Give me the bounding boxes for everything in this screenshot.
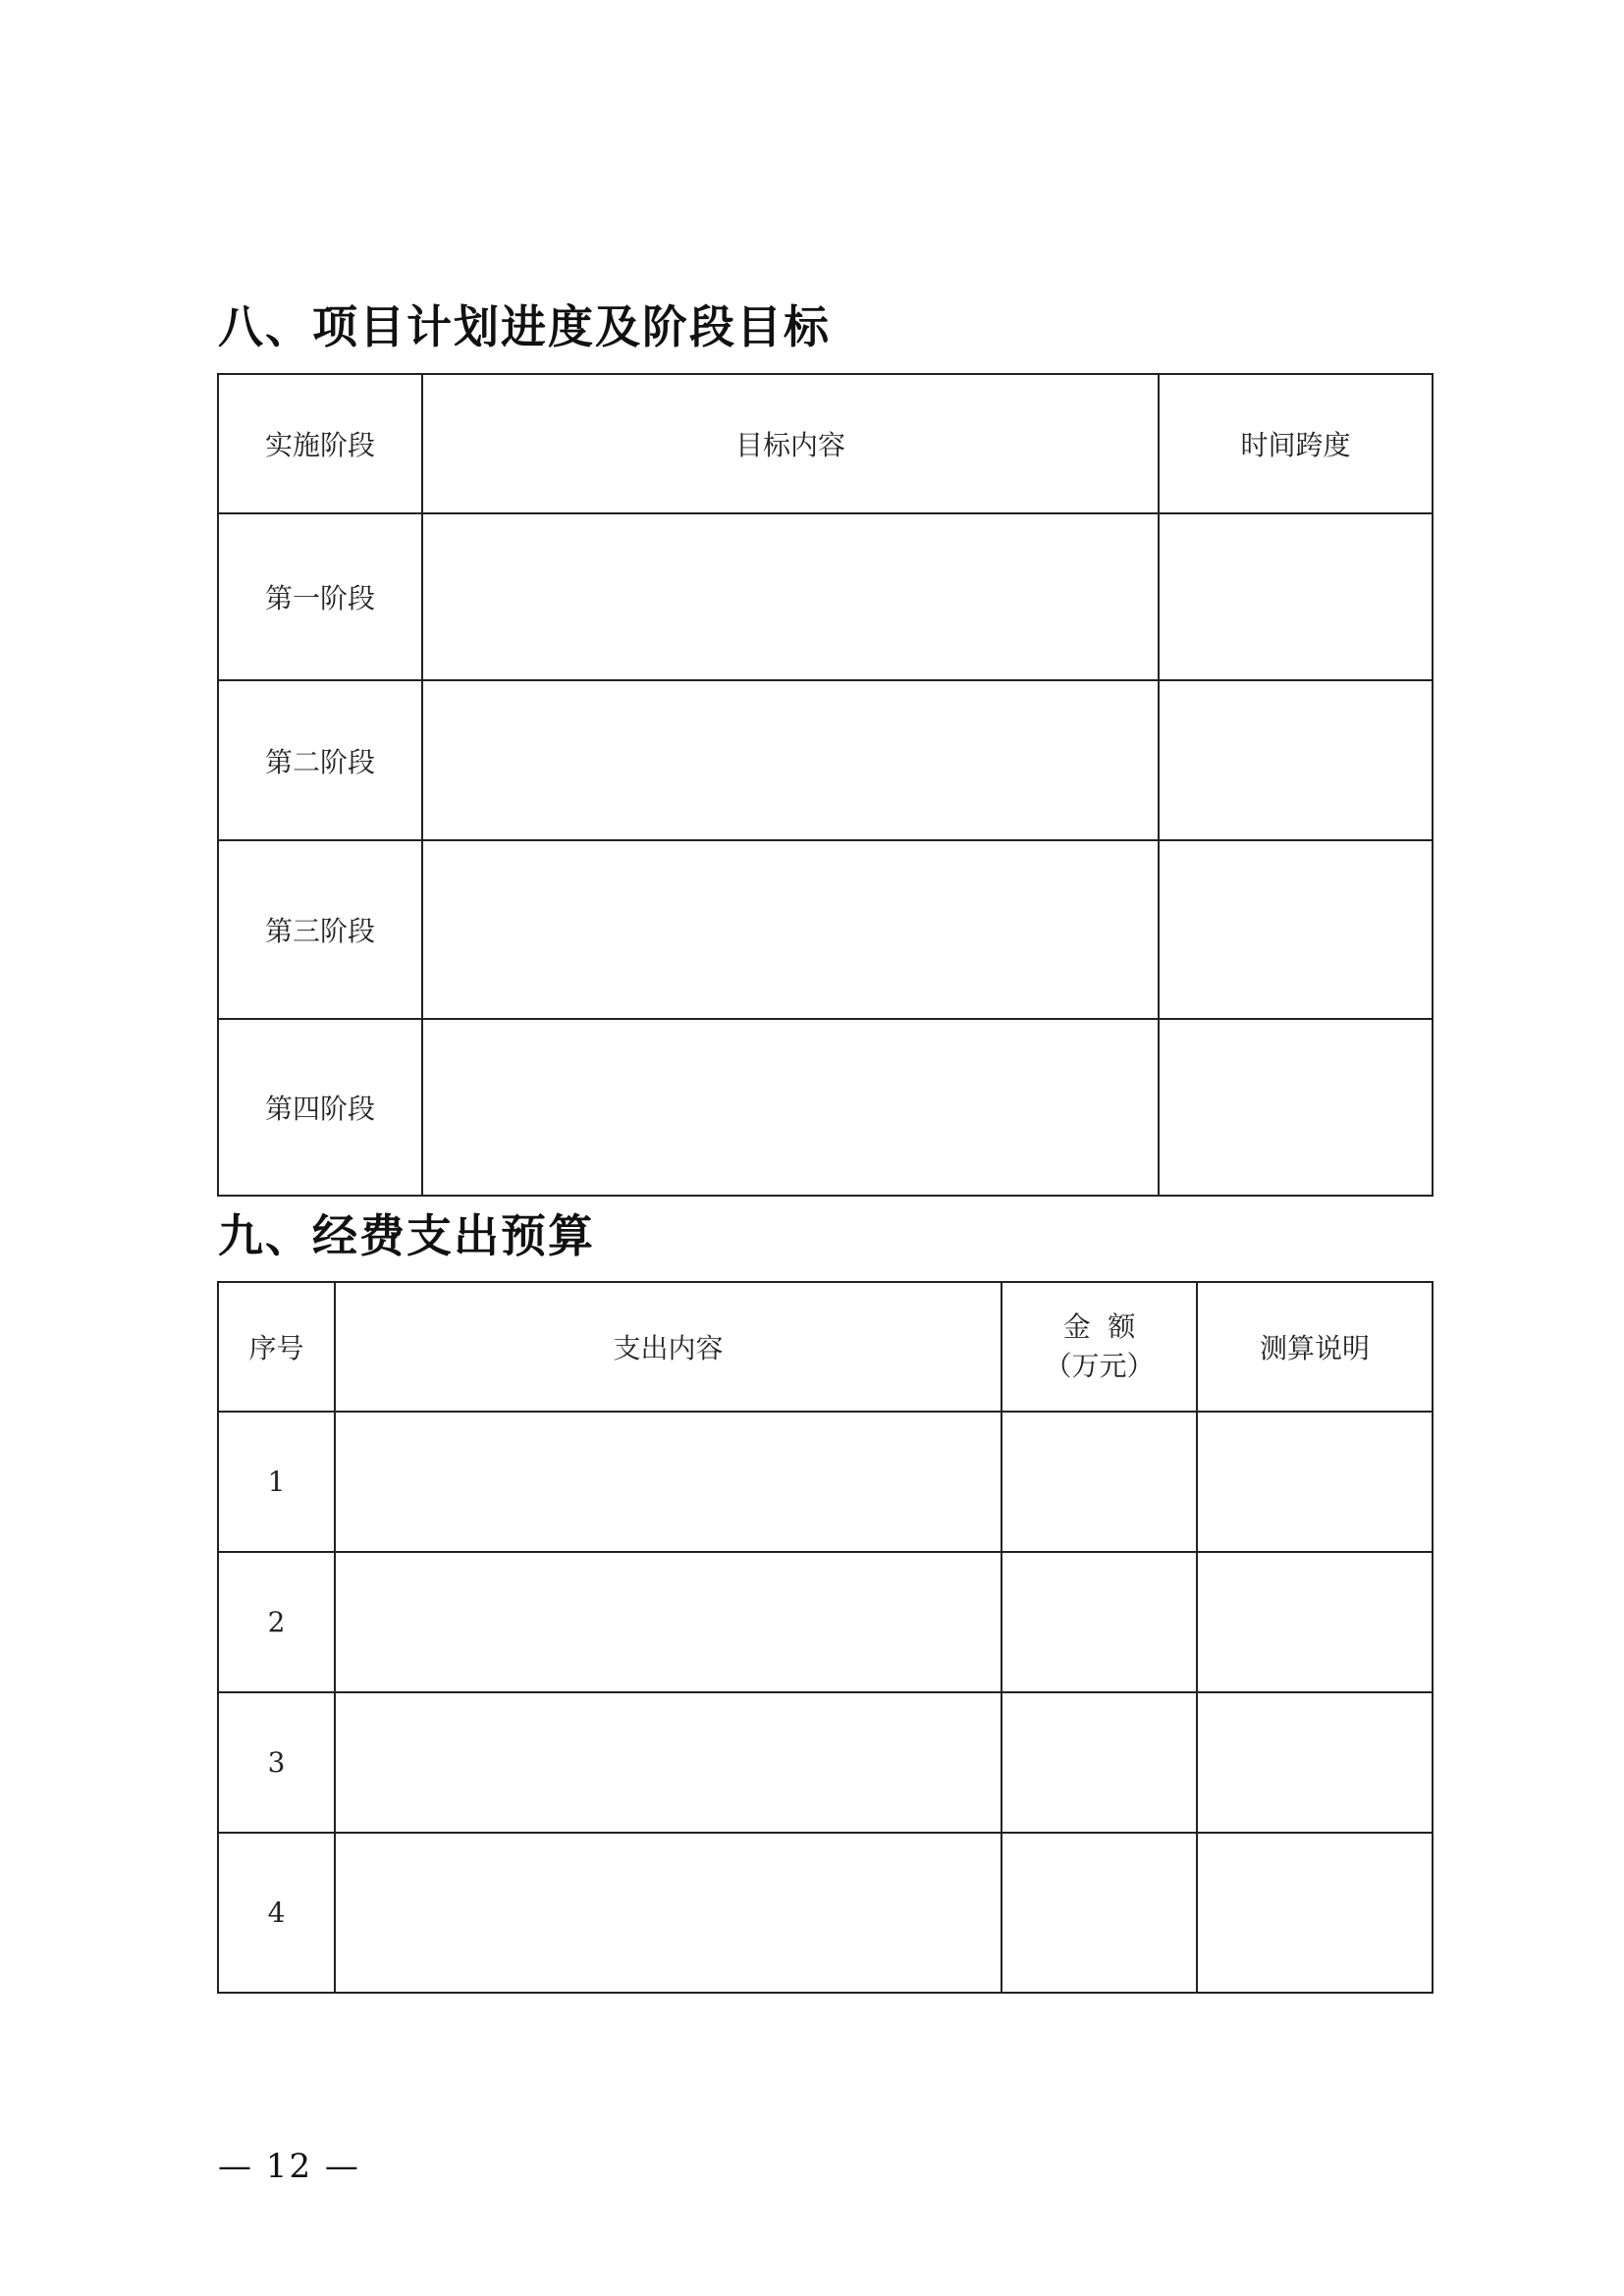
header-calc: 测算说明 (1197, 1282, 1433, 1412)
index-cell: 3 (218, 1692, 335, 1833)
table-header-row (218, 374, 1433, 513)
table-row (218, 680, 1433, 840)
header-index: 序号 (218, 1282, 335, 1412)
timespan-cell[interactable] (1159, 680, 1433, 840)
calc-cell[interactable] (1197, 1552, 1433, 1692)
amount-cell[interactable] (1001, 1692, 1197, 1833)
header-stage: 实施阶段 (218, 374, 422, 513)
timespan-cell[interactable] (1159, 1019, 1433, 1196)
timespan-cell[interactable] (1159, 840, 1433, 1019)
calc-cell[interactable] (1197, 1833, 1433, 1993)
goal-cell[interactable] (422, 513, 1159, 680)
stage-cell: 第二阶段 (218, 680, 422, 840)
content-cell[interactable] (335, 1692, 1001, 1833)
table-row (218, 513, 1433, 680)
calc-cell[interactable] (1197, 1412, 1433, 1552)
amount-cell[interactable] (1001, 1412, 1197, 1552)
header-amount-label: 金 额 (1062, 1310, 1136, 1343)
table-row (218, 1412, 1433, 1552)
stage-cell: 第一阶段 (218, 513, 422, 680)
table-header-row (218, 1282, 1433, 1412)
content-cell[interactable] (335, 1552, 1001, 1692)
header-content: 支出内容 (335, 1282, 1001, 1412)
content-cell[interactable] (335, 1833, 1001, 1993)
section-8-title: 八、项目计划进度及阶段目标 (218, 300, 831, 353)
goal-cell[interactable] (422, 1019, 1159, 1196)
table-row (218, 1692, 1433, 1833)
stage-cell: 第四阶段 (218, 1019, 422, 1196)
goal-cell[interactable] (422, 680, 1159, 840)
table-row (218, 1833, 1433, 1993)
goal-cell[interactable] (422, 840, 1159, 1019)
header-amount (1001, 1282, 1197, 1412)
table-row (218, 840, 1433, 1019)
timespan-cell[interactable] (1159, 513, 1433, 680)
budget-table (217, 1281, 1434, 1994)
content-cell[interactable] (335, 1412, 1001, 1552)
header-timespan: 时间跨度 (1159, 374, 1433, 513)
amount-cell[interactable] (1001, 1552, 1197, 1692)
amount-cell[interactable] (1001, 1833, 1197, 1993)
index-cell: 1 (218, 1412, 335, 1552)
calc-cell[interactable] (1197, 1692, 1433, 1833)
table-row (218, 1019, 1433, 1196)
header-amount-unit: （万元） (1044, 1350, 1155, 1382)
index-cell: 4 (218, 1833, 335, 1993)
stage-cell: 第三阶段 (218, 840, 422, 1019)
project-plan-table (217, 373, 1434, 1197)
index-cell: 2 (218, 1552, 335, 1692)
table-row (218, 1552, 1433, 1692)
page-number: — 12 — (218, 2147, 360, 2186)
section-9-title: 九、经费支出预算 (218, 1209, 595, 1262)
header-goal: 目标内容 (422, 374, 1159, 513)
